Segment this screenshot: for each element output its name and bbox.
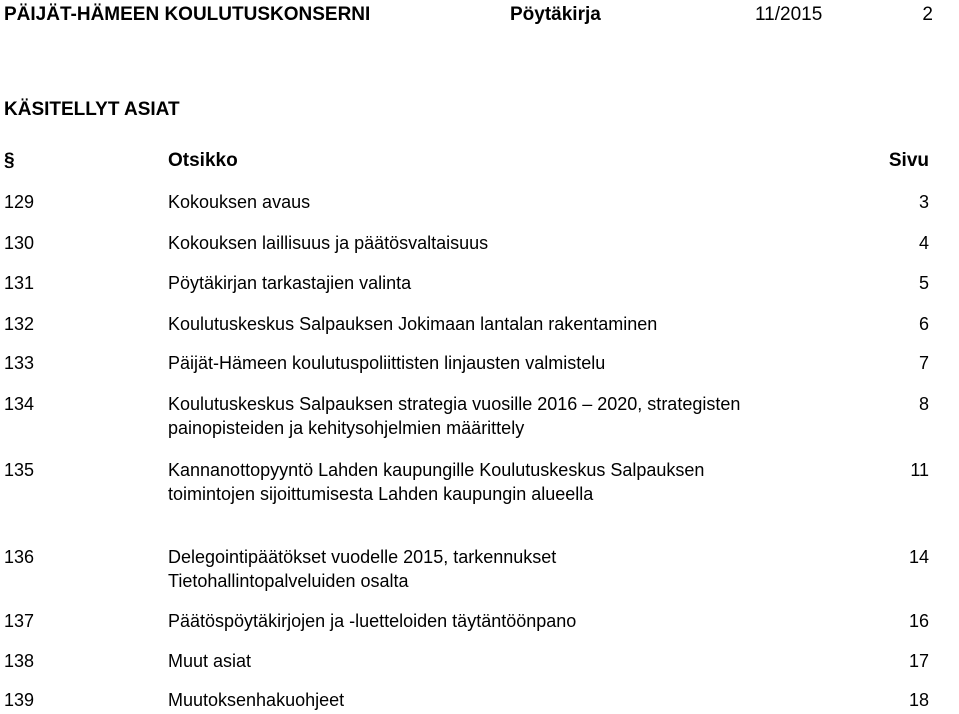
- item-number: 131: [4, 273, 35, 293]
- item-title: Muutoksenhakuohjeet: [168, 690, 345, 710]
- item-page: 8: [918, 394, 929, 414]
- item-number: 133: [4, 353, 35, 373]
- page-header: [0, 4, 959, 28]
- item-page: 3: [918, 192, 929, 212]
- item-title: Koulutuskeskus Salpauksen Jokimaan lantalan rakentaminen: [168, 314, 658, 334]
- item-number: 130: [4, 233, 35, 253]
- item-number: 132: [4, 314, 35, 334]
- organization-name: PÄIJÄT-HÄMEEN KOULUTUSKONSERNI: [4, 4, 371, 25]
- item-title: Koulutuskeskus Salpauksen strategia vuosille 2016 – 2020, strategisten painopisteiden ja kehitysohjelmien määrittely: [168, 394, 741, 438]
- item-page: 14: [908, 547, 929, 567]
- item-page: 16: [908, 611, 929, 631]
- item-page: 11: [910, 460, 929, 480]
- item-title: Kokouksen avaus: [168, 192, 311, 212]
- section-mark-column-header: §: [4, 150, 15, 171]
- item-title: Kannanottopyyntö Lahden kaupungille Koulutuskeskus Salpauksen toimintojen sijoittumisesta Lahden kaupungin alueella: [168, 460, 705, 504]
- item-title: Pöytäkirjan tarkastajien valinta: [168, 273, 412, 293]
- title-column-header: Otsikko: [168, 150, 238, 171]
- item-number: 139: [4, 690, 35, 710]
- item-page: 18: [908, 690, 929, 710]
- table-header: [0, 150, 959, 176]
- item-title: Päätöspöytäkirjojen ja -luetteloiden täytäntöönpano: [168, 611, 577, 631]
- section-title: KÄSITELLYT ASIAT: [4, 99, 180, 120]
- item-number: 134: [4, 394, 35, 414]
- item-page: 4: [918, 233, 929, 253]
- item-number: 129: [4, 192, 35, 212]
- item-page: 5: [918, 273, 929, 293]
- item-number: 138: [4, 651, 35, 671]
- item-number: 136: [4, 547, 35, 567]
- item-title: Päijät-Hämeen koulutuspoliittisten linjausten valmistelu: [168, 353, 606, 373]
- item-page: 6: [918, 314, 929, 334]
- document-type: Pöytäkirja: [510, 4, 601, 25]
- item-title: Kokouksen laillisuus ja päätösvaltaisuus: [168, 233, 489, 253]
- item-page: 17: [908, 651, 929, 671]
- item-number: 137: [4, 611, 35, 631]
- item-title: Muut asiat: [168, 651, 252, 671]
- item-number: 135: [4, 460, 35, 480]
- page-number: 2: [922, 4, 933, 25]
- item-title: Delegointipäätökset vuodelle 2015, tarkennukset Tietohallintopalveluiden osalta: [168, 547, 557, 591]
- page-column-header: Sivu: [888, 150, 929, 171]
- item-page: 7: [918, 353, 929, 373]
- meeting-number: 11/2015: [755, 4, 823, 25]
